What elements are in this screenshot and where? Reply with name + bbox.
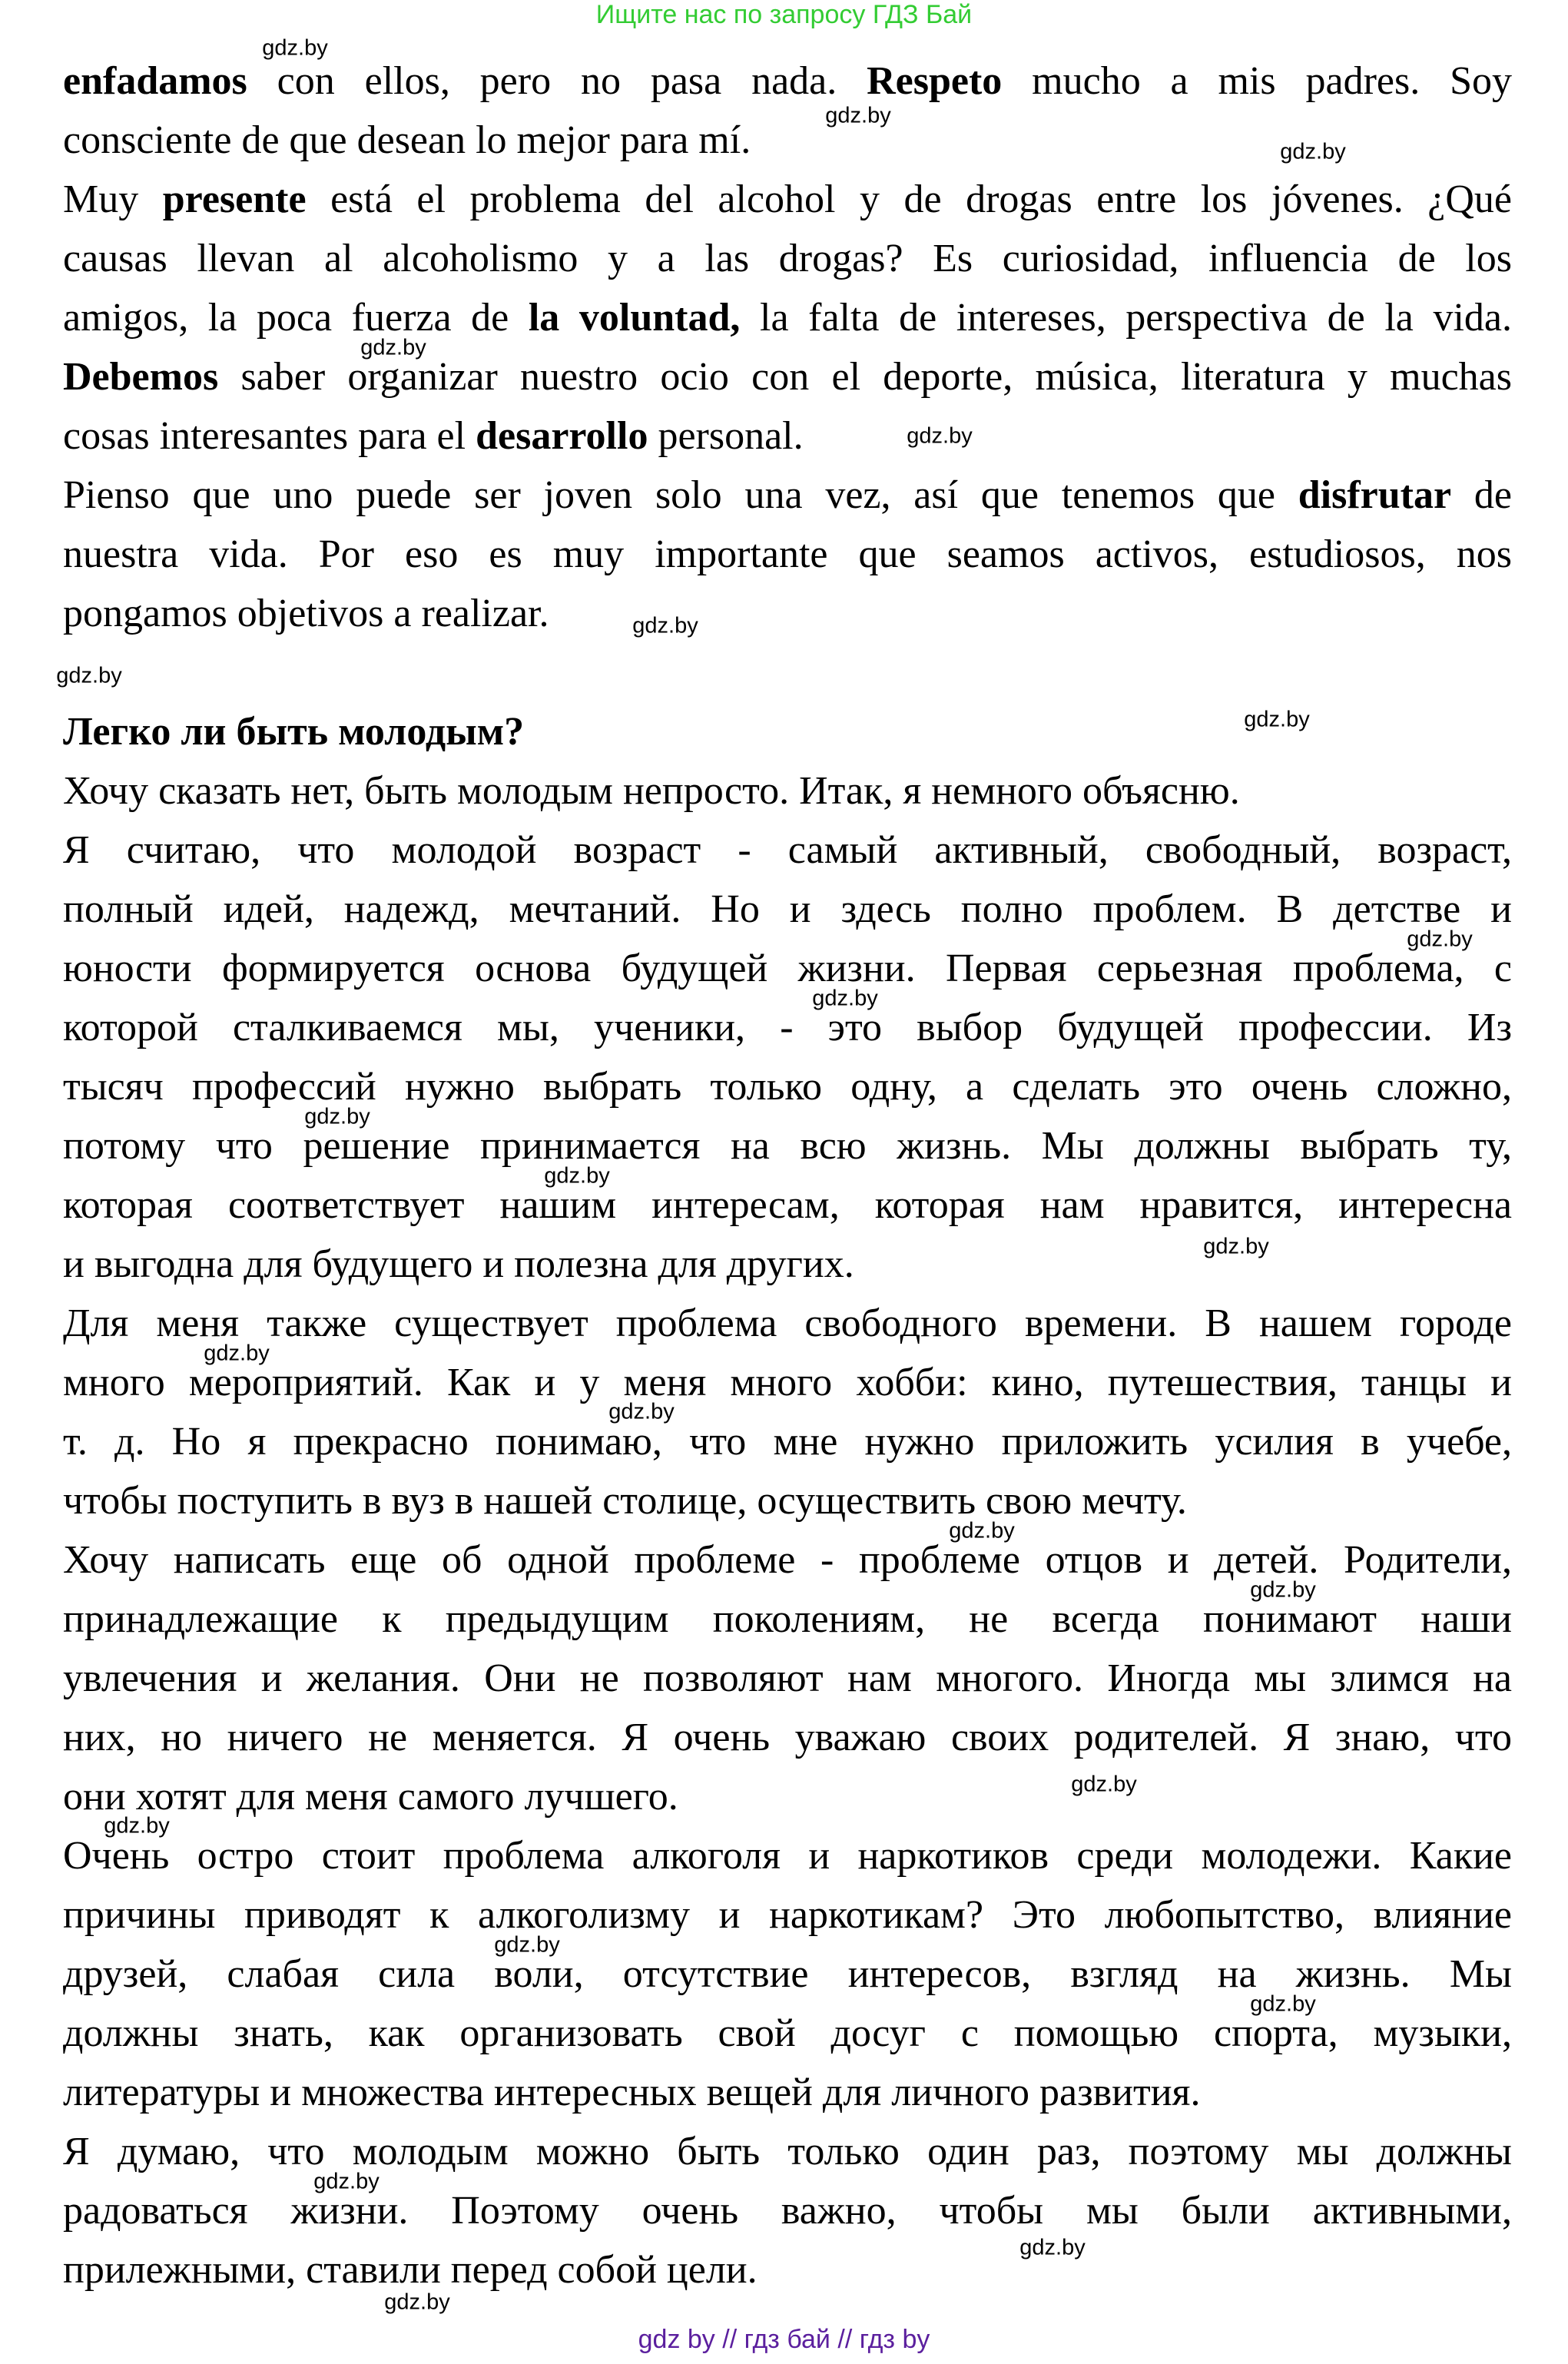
text-line: [63, 1294, 1512, 1353]
text-line: [63, 1175, 1512, 1235]
text-span: много мероприятий. Как и у меня много хобби: кино, путешествия, танцы и: [63, 1361, 1512, 1404]
watermark-text: gdz.by: [1244, 707, 1310, 732]
text-line: [63, 939, 1512, 998]
text-span: consciente de que desean lo mejor para mí.: [63, 118, 751, 162]
text-span: Pienso que uno puede ser joven solo una vez, así que tenemos que: [63, 473, 1298, 517]
text-line: [63, 1471, 1512, 1530]
text-span: принадлежащие к предыдущим поколениям, не всегда понимают наши: [63, 1597, 1512, 1641]
text-span: personal.: [648, 414, 804, 458]
text-span: и выгодна для будущего и полезна для других.: [63, 1242, 854, 1286]
watermark-text: gdz.by: [949, 1518, 1015, 1543]
text-span: saber organizar nuestro ocio con el deporte, música, literatura y muchas: [218, 355, 1512, 399]
text-span: причины приводят к алкоголизму и наркотикам? Это любопытство, влияние: [63, 1893, 1512, 1937]
text-span: потому что решение принимается на всю жизнь. Мы должны выбрать ту,: [63, 1124, 1512, 1168]
text-span: радоваться жизни. Поэтому очень важно, чтобы мы были активными,: [63, 2189, 1512, 2233]
bold-term: Легко ли быть молодым?: [63, 710, 525, 754]
watermark-text: gdz.by: [384, 2289, 450, 2315]
watermark-text: gdz.by: [1203, 1234, 1269, 1259]
text-span: Для меня также существует проблема свободного времени. В нашем городе: [63, 1301, 1512, 1345]
text-span: Muy: [63, 177, 163, 221]
text-span: полный идей, надежд, мечтаний. Но и здесь полно проблем. В детстве и: [63, 887, 1512, 931]
text-line: [63, 1885, 1512, 1945]
text-line: [63, 1412, 1512, 1471]
text-span: Хочу сказать нет, быть молодым непросто. Итак, я немного объясню.: [63, 769, 1240, 813]
watermark-text: gdz.by: [304, 1104, 370, 1129]
text-span: nuestra vida. Por eso es muy importante que seamos activos, estudiosos, nos: [63, 532, 1512, 576]
watermark-text: gdz.by: [1250, 1577, 1316, 1603]
text-line: [63, 1767, 1512, 1826]
text-span: которая соответствует нашим интересам, которая нам нравится, интересна: [63, 1183, 1512, 1227]
watermark-text: gdz.by: [632, 613, 698, 638]
bold-term: presente: [162, 177, 307, 221]
bold-term: Respeto: [867, 59, 1003, 103]
text-span: Я думаю, что молодым можно быть только один раз, поэтому мы должны: [63, 2130, 1512, 2173]
watermark-text: gdz.by: [313, 2169, 380, 2194]
text-span: они хотят для меня самого лучшего.: [63, 1775, 678, 1819]
watermark-text: gdz.by: [204, 1341, 270, 1366]
text-span: которой сталкиваемся мы, ученики, - это выбор будущей профессии. Из: [63, 1006, 1512, 1049]
footer-links[interactable]: gdz by // гдз бай // гдз by: [638, 2325, 930, 2354]
search-promo-banner: Ищите нас по запросу ГДЗ Бай: [595, 0, 973, 29]
text-line: [63, 1057, 1512, 1116]
text-line: [63, 2063, 1512, 2122]
watermark-text: gdz.by: [494, 1932, 560, 1958]
text-span: чтобы поступить в вуз в нашей столице, осуществить свою мечту.: [63, 1479, 1187, 1523]
bold-term: Debemos: [63, 355, 219, 399]
watermark-text: gdz.by: [825, 103, 891, 128]
text-span: литературы и множества интересных вещей для личного развития.: [63, 2071, 1201, 2114]
text-span: amigos, la poca fuerza de: [63, 296, 529, 340]
text-line: [63, 2240, 1512, 2299]
text-span: Я считаю, что молодой возраст - самый активный, свободный, возраст,: [63, 828, 1512, 872]
watermark-text: gdz.by: [262, 35, 328, 61]
watermark-text: gdz.by: [1407, 927, 1473, 952]
text-line: [63, 2122, 1512, 2181]
text-line: [63, 1235, 1512, 1294]
text-span: Хочу написать еще об одной проблеме - проблеме отцов и детей. Родители,: [63, 1538, 1512, 1582]
text-line: [63, 347, 1512, 406]
text-line: [63, 880, 1512, 939]
watermark-text: gdz.by: [907, 423, 973, 449]
watermark-text: gdz.by: [56, 663, 122, 688]
text-span: está el problema del alcohol y de drogas entre los jóvenes. ¿Qué: [306, 177, 1512, 221]
text-line: [63, 1708, 1512, 1767]
text-line: [63, 584, 1512, 643]
bold-term: desarrollo: [476, 414, 648, 458]
text-line: [63, 761, 1512, 821]
text-span: прилежными, ставили перед собой цели.: [63, 2248, 757, 2292]
text-span: de: [1451, 473, 1512, 517]
text-span: увлечения и желания. Они не позволяют нам многого. Иногда мы злимся на: [63, 1656, 1512, 1700]
text-line: [63, 466, 1512, 525]
text-line: [63, 998, 1512, 1057]
text-line: [63, 1116, 1512, 1175]
watermark-text: gdz.by: [360, 335, 426, 360]
text-span: них, но ничего не меняется. Я очень уважаю своих родителей. Я знаю, что: [63, 1716, 1512, 1759]
text-line: [63, 229, 1512, 288]
bold-term: enfadamos: [63, 59, 247, 103]
bold-term: la voluntad,: [528, 296, 741, 340]
text-span: друзей, слабая сила воли, отсутствие интересов, взгляд на жизнь. Мы: [63, 1952, 1512, 1996]
watermark-text: gdz.by: [1019, 2235, 1086, 2260]
watermark-text: gdz.by: [608, 1399, 675, 1424]
watermark-text: gdz.by: [1280, 139, 1346, 164]
text-span: Очень остро стоит проблема алкоголя и наркотиков среди молодежи. Какие: [63, 1834, 1512, 1878]
text-span: юности формируется основа будущей жизни. Первая серьезная проблема, с: [63, 947, 1512, 990]
text-span: cosas interesantes para el: [63, 414, 476, 458]
text-span: la falta de intereses, perspectiva de la vida.: [740, 296, 1512, 340]
text-span: mucho a mis padres. Soy: [1002, 59, 1512, 103]
text-line: [63, 2181, 1512, 2240]
text-span: pongamos objetivos a realizar.: [63, 592, 549, 635]
text-line: [63, 1826, 1512, 1885]
text-line: [63, 1353, 1512, 1412]
text-line: [63, 170, 1512, 229]
text-line: [63, 288, 1512, 347]
text-line: [63, 821, 1512, 880]
text-span: должны знать, как организовать свой досуг с помощью спорта, музыки,: [63, 2011, 1512, 2055]
text-line: [63, 1649, 1512, 1708]
watermark-text: gdz.by: [812, 986, 878, 1011]
text-line: [63, 525, 1512, 584]
watermark-text: gdz.by: [544, 1163, 610, 1189]
watermark-text: gdz.by: [104, 1813, 170, 1838]
watermark-text: gdz.by: [1250, 1991, 1316, 2017]
text-span: т. д. Но я прекрасно понимаю, что мне нужно приложить усилия в учебе,: [63, 1420, 1512, 1464]
bold-term: disfrutar: [1298, 473, 1452, 517]
text-span: causas llevan al alcoholismo y a las drogas? Es curiosidad, influencia de los: [63, 237, 1512, 280]
watermark-text: gdz.by: [1071, 1772, 1137, 1797]
text-span: con ellos, pero no pasa nada.: [247, 59, 867, 103]
text-span: тысяч профессий нужно выбрать только одну, а сделать это очень сложно,: [63, 1065, 1512, 1109]
text-line: [63, 406, 1512, 466]
